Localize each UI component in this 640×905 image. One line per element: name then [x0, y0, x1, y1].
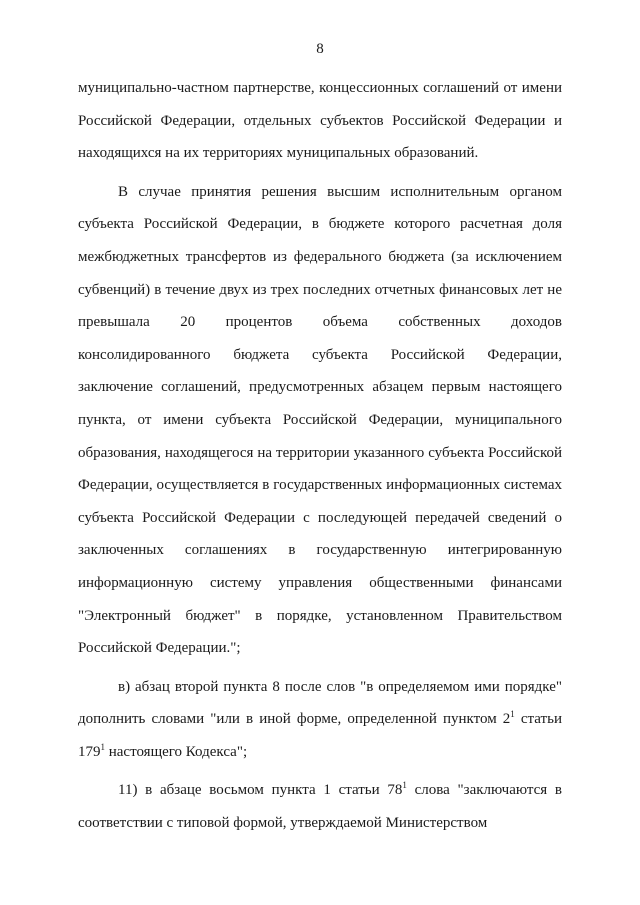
paragraph-3: [78, 671, 562, 769]
paragraph-3-text-1: в) абзац второй пункта 8 после слов "в определяемом ими порядке" дополнить словами "или в иной форме, определенной пунктом 2: [78, 678, 562, 728]
paragraph-4-text-1: 11) в абзаце восьмом пункта 1 статьи 78: [118, 782, 403, 799]
paragraph-4-text-2: слова "заключаются в соответствии с типовой формой, утверждаемой Министерством: [78, 782, 562, 832]
paragraph-4: [78, 774, 562, 839]
paragraph-1: муниципально-частном партнерстве, концессионных соглашений от имени Российской Федерации, отдельных субъектов Российской Федерации и находящихся на их территориях муниципальных образований.: [78, 80, 562, 162]
document-body: [78, 72, 562, 840]
paragraph-3-superscript-2: 1: [100, 741, 105, 752]
paragraph-3-superscript-1: 1: [510, 709, 515, 720]
page-number: 8: [316, 41, 324, 57]
paragraph-2: В случае принятия решения высшим исполнительным органом субъекта Российской Федерации, в бюджете которого расчетная доля межбюджетных трансфертов из федерального бюджета (за исключением субвенций) в течение двух из трех последних отчетных финансовых лет не превышала 20 процентов объема собственных доходов консолидированного бюджета субъекта Российской Федерации, заключение соглашений, предусмотренных абзацем первым настоящего пункта, от имени субъекта Российской Федерации, муниципального образования, находящегося на территории указанного субъекта Российской Федерации, осуществляется в государственных информационных системах субъекта Российской Федерации с последующей передачей сведений о заключенных соглашениях в государственную интегрированную информационную систему управления общественными финансами "Электронный бюджет" в порядке, установленном Правительством Российской Федерации.";: [78, 183, 562, 657]
paragraph-4-superscript-1: 1: [402, 780, 407, 791]
paragraph-3-text-3: настоящего Кодекса";: [105, 743, 248, 760]
paragraph-3-text-2: статьи 179: [78, 711, 562, 760]
